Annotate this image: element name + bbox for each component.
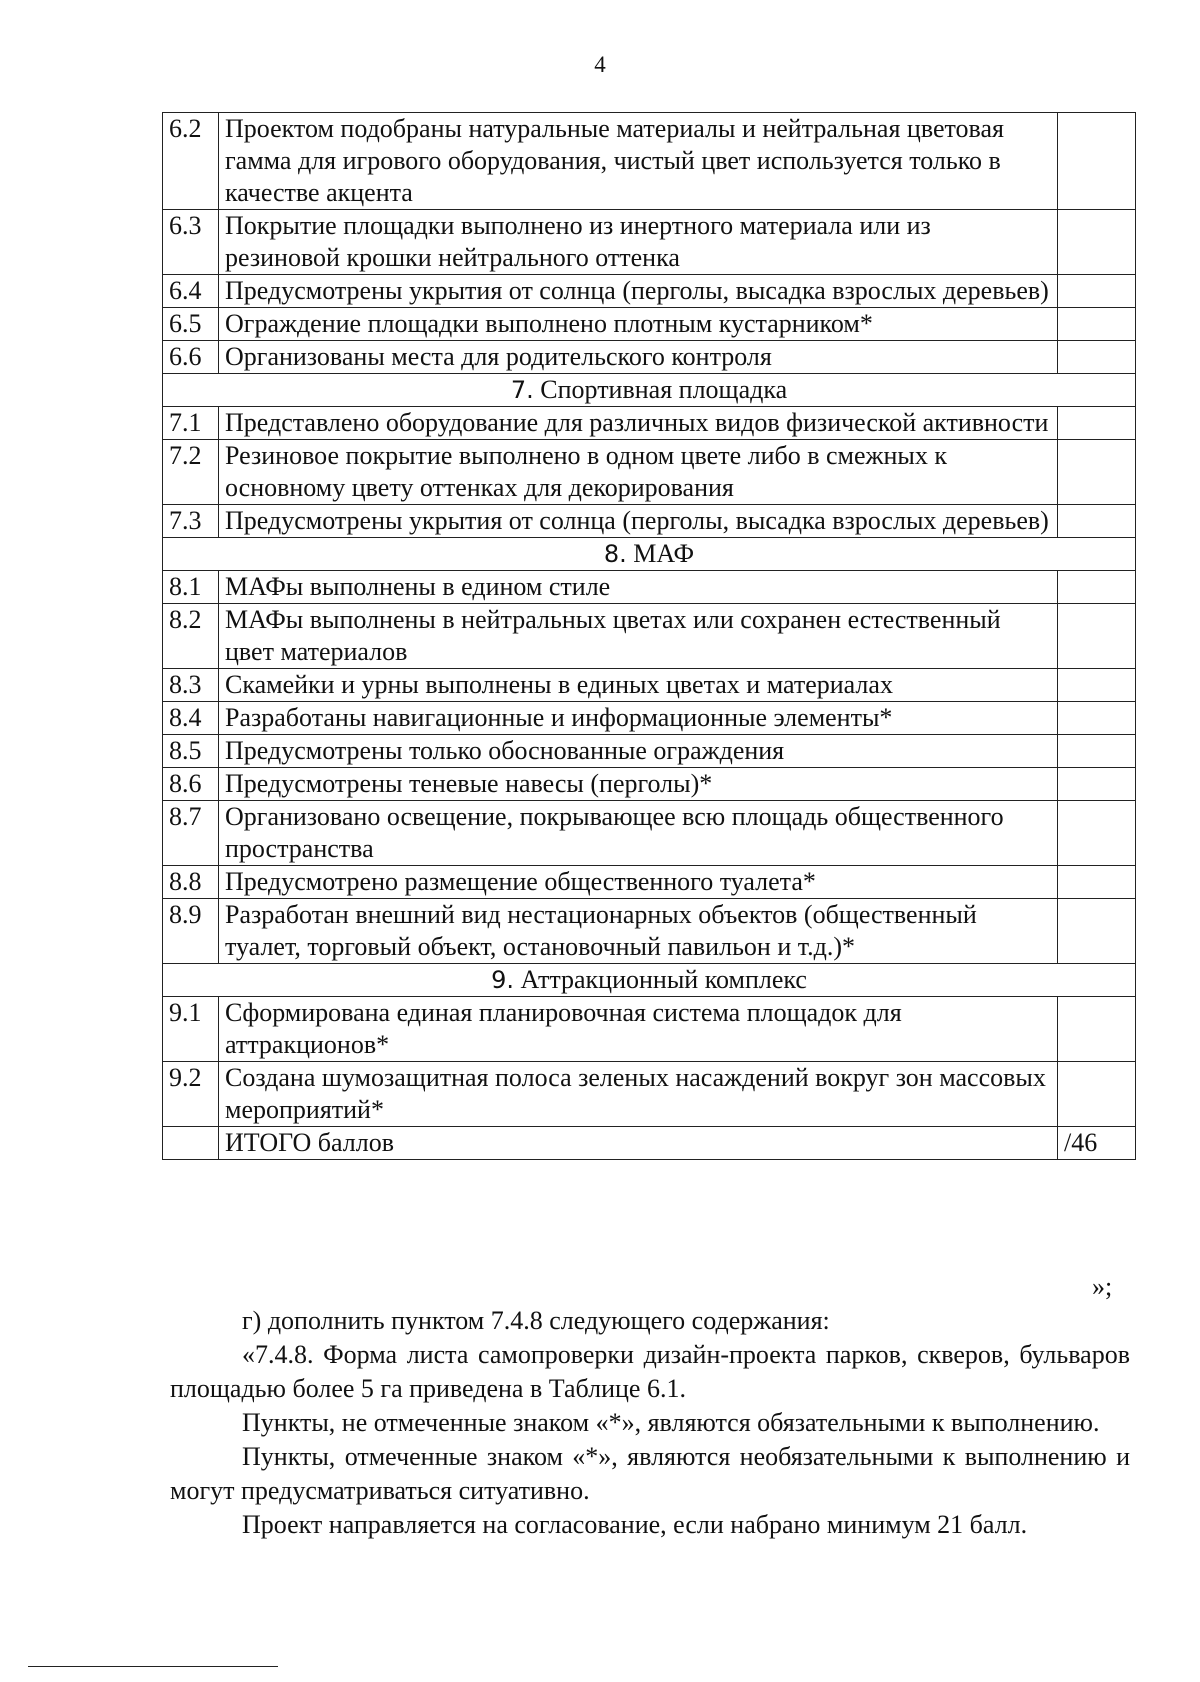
checklist-row bbox=[163, 768, 1136, 801]
item-number: 8.6 bbox=[163, 768, 219, 801]
section-title bbox=[163, 964, 1136, 997]
score-cell bbox=[1058, 210, 1136, 275]
item-criterion: Предусмотрены теневые навесы (перголы)* bbox=[219, 768, 1058, 801]
score-cell bbox=[1058, 341, 1136, 374]
checklist-row bbox=[163, 308, 1136, 341]
score-cell bbox=[1058, 768, 1136, 801]
total-score: /46 bbox=[1058, 1127, 1136, 1160]
checklist-row bbox=[163, 407, 1136, 440]
section-title bbox=[163, 374, 1136, 407]
item-number: 8.5 bbox=[163, 735, 219, 768]
score-cell bbox=[1058, 113, 1136, 210]
score-cell bbox=[1058, 735, 1136, 768]
item-criterion: Резиновое покрытие выполнено в одном цвете либо в смежных к основному цвету оттенках для декорирования bbox=[219, 440, 1058, 505]
item-criterion: Скамейки и урны выполнены в единых цветах и материалах bbox=[219, 669, 1058, 702]
paragraph-approval: Проект направляется на согласование, если набрано минимум 21 балл. bbox=[242, 1510, 1028, 1539]
score-cell bbox=[1058, 866, 1136, 899]
score-cell bbox=[1058, 308, 1136, 341]
score-cell bbox=[1058, 669, 1136, 702]
item-number: 6.2 bbox=[163, 113, 219, 210]
checklist-row bbox=[163, 604, 1136, 669]
checklist-row bbox=[163, 899, 1136, 964]
score-cell bbox=[1058, 275, 1136, 308]
score-cell bbox=[1058, 604, 1136, 669]
item-number: 6.5 bbox=[163, 308, 219, 341]
section-title bbox=[163, 538, 1136, 571]
item-criterion: Предусмотрено размещение общественного туалета* bbox=[219, 866, 1058, 899]
checklist-row bbox=[163, 801, 1136, 866]
item-number: 8.3 bbox=[163, 669, 219, 702]
paragraph-optional: Пункты, отмеченные знаком «*», являются необязательными к выполнению и могут предусматриваться ситуативно. bbox=[170, 1442, 1130, 1505]
checklist-row bbox=[163, 113, 1136, 210]
checklist-row bbox=[163, 866, 1136, 899]
item-number: 7.3 bbox=[163, 505, 219, 538]
score-cell bbox=[1058, 702, 1136, 735]
checklist-row bbox=[163, 702, 1136, 735]
item-criterion: Ограждение площадки выполнено плотным кустарником* bbox=[219, 308, 1058, 341]
item-number: 6.6 bbox=[163, 341, 219, 374]
item-number: 9.1 bbox=[163, 997, 219, 1062]
item-criterion: Проектом подобраны натуральные материалы и нейтральная цветовая гамма для игрового оборудования, чистый цвет используется только в качестве акцента bbox=[219, 113, 1058, 210]
score-cell bbox=[1058, 505, 1136, 538]
item-criterion: Представлено оборудование для различных видов физической активности bbox=[219, 407, 1058, 440]
section-label: Аттракционный комплекс bbox=[520, 965, 807, 994]
section-number: 8. bbox=[603, 540, 627, 568]
total-num-cell bbox=[163, 1127, 219, 1160]
section-header-row bbox=[163, 538, 1136, 571]
item-number: 9.2 bbox=[163, 1062, 219, 1127]
checklist-row bbox=[163, 275, 1136, 308]
section-header-row bbox=[163, 964, 1136, 997]
section-number: 7. bbox=[510, 376, 534, 404]
item-number: 7.2 bbox=[163, 440, 219, 505]
section-label: Спортивная площадка bbox=[540, 375, 788, 404]
score-cell bbox=[1058, 440, 1136, 505]
section-header-row bbox=[163, 374, 1136, 407]
score-cell bbox=[1058, 899, 1136, 964]
score-cell bbox=[1058, 997, 1136, 1062]
item-number: 6.4 bbox=[163, 275, 219, 308]
paragraph-mandatory: Пункты, не отмеченные знаком «*», являются обязательными к выполнению. bbox=[242, 1408, 1100, 1437]
item-number: 8.9 bbox=[163, 899, 219, 964]
item-number: 8.2 bbox=[163, 604, 219, 669]
paragraph-intro: г) дополнить пунктом 7.4.8 следующего содержания: bbox=[242, 1306, 830, 1335]
amendment-text bbox=[170, 1304, 1130, 1542]
section-label: МАФ bbox=[633, 539, 695, 568]
item-criterion: Предусмотрены укрытия от солнца (перголы, высадка взрослых деревьев) bbox=[219, 505, 1058, 538]
item-number: 6.3 bbox=[163, 210, 219, 275]
checklist-row bbox=[163, 1062, 1136, 1127]
checklist-row bbox=[163, 210, 1136, 275]
checklist-row bbox=[163, 997, 1136, 1062]
item-criterion: Предусмотрены укрытия от солнца (перголы, высадка взрослых деревьев) bbox=[219, 275, 1058, 308]
item-number: 8.8 bbox=[163, 866, 219, 899]
self-check-table bbox=[162, 112, 1136, 1160]
total-row bbox=[163, 1127, 1136, 1160]
checklist-row bbox=[163, 440, 1136, 505]
item-criterion: Организовано освещение, покрывающее всю площадь общественного пространства bbox=[219, 801, 1058, 866]
item-criterion: Разработан внешний вид нестационарных объектов (общественный туалет, торговый объект, остановочный павильон и т.д.)* bbox=[219, 899, 1058, 964]
checklist-row bbox=[163, 341, 1136, 374]
item-number: 8.7 bbox=[163, 801, 219, 866]
score-cell bbox=[1058, 407, 1136, 440]
checklist-row bbox=[163, 735, 1136, 768]
checklist-row bbox=[163, 571, 1136, 604]
score-cell bbox=[1058, 801, 1136, 866]
item-criterion: Разработаны навигационные и информационные элементы* bbox=[219, 702, 1058, 735]
page-number: 4 bbox=[594, 52, 606, 77]
checklist-row bbox=[163, 505, 1136, 538]
item-criterion: МАФы выполнены в нейтральных цветах или сохранен естественный цвет материалов bbox=[219, 604, 1058, 669]
table-body bbox=[163, 113, 1136, 1127]
item-number: 8.1 bbox=[163, 571, 219, 604]
item-number: 7.1 bbox=[163, 407, 219, 440]
item-criterion: Покрытие площадки выполнено из инертного материала или из резиновой крошки нейтрального оттенка bbox=[219, 210, 1058, 275]
section-number: 9. bbox=[491, 966, 514, 994]
score-cell bbox=[1058, 571, 1136, 604]
item-criterion: Сформирована единая планировочная система площадок для аттракционов* bbox=[219, 997, 1058, 1062]
item-criterion: Создана шумозащитная полоса зеленых насаждений вокруг зон массовых мероприятий* bbox=[219, 1062, 1058, 1127]
closing-quote: »; bbox=[1092, 1272, 1113, 1301]
checklist-row bbox=[163, 669, 1136, 702]
paragraph-7-4-8: «7.4.8. Форма листа самопроверки дизайн-проекта парков, скверов, бульваров площадью более 5 га приведена в Таблице 6.1. bbox=[170, 1340, 1130, 1403]
total-label: ИТОГО баллов bbox=[219, 1127, 1058, 1160]
item-criterion: Организованы места для родительского контроля bbox=[219, 341, 1058, 374]
footnote-divider bbox=[28, 1666, 278, 1667]
item-number: 8.4 bbox=[163, 702, 219, 735]
item-criterion: МАФы выполнены в едином стиле bbox=[219, 571, 1058, 604]
score-cell bbox=[1058, 1062, 1136, 1127]
item-criterion: Предусмотрены только обоснованные ограждения bbox=[219, 735, 1058, 768]
